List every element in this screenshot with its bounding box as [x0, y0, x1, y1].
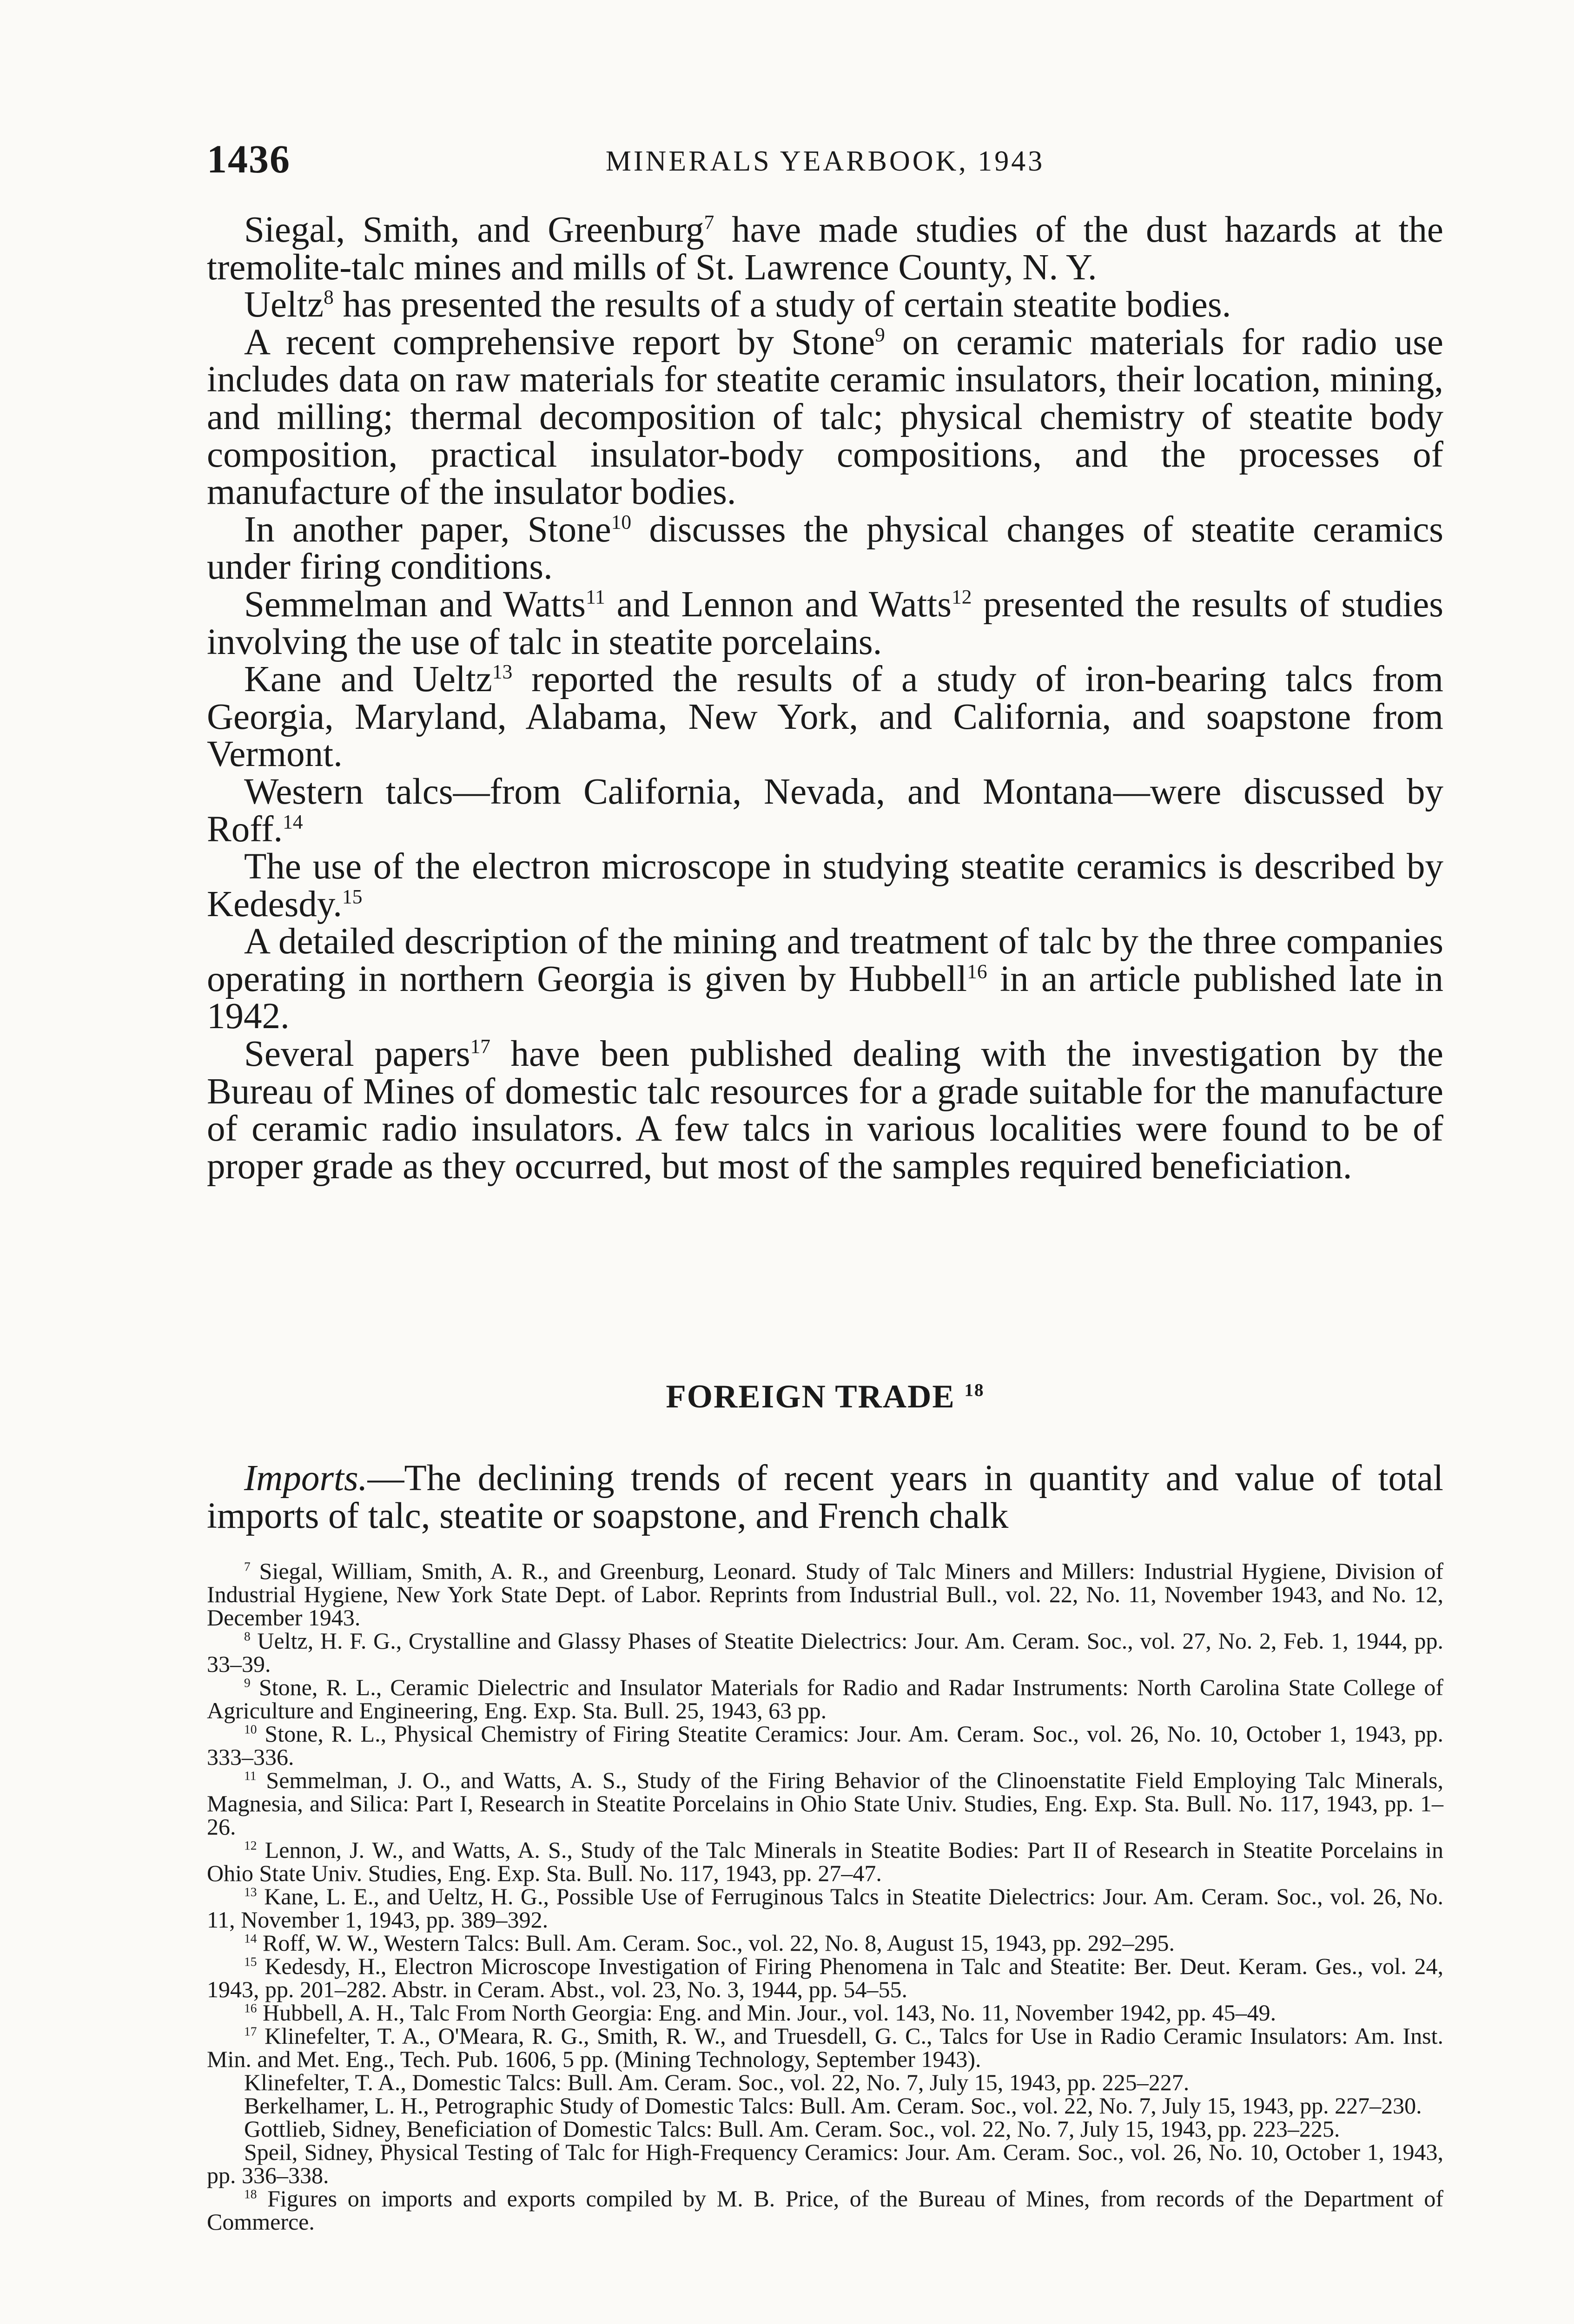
footnote-18: $^{18}$ Figures on imports and exports compiled by M. B. Price, of the Bureau of Mines, from records of the Department of Commerce.: [207, 2185, 1443, 2235]
footnote-14: $^{14}$ Roff, W. W., Western Talcs: Bull. Am. Ceram. Soc., vol. 22, No. 8, August 15, 1943, pp. 292–295.: [244, 1930, 1175, 1956]
paragraph-bureau-investigation: Several papers$^{17}$ have been published dealing with the investigation by the Bureau of Mines of domestic talc resources for a grade suitable for the manufacture of ceramic radio insulators. A few talcs in various localities were found to be of proper grade as they occurred, but most of the samples required beneficiation.: [207, 1034, 1443, 1187]
footnote-11: $^{11}$ Semmelman, J. O., and Watts, A. S., Study of the Firing Behavior of the Clinoenstatite Field Employing Talc Minerals, Magnesia, and Silica: Part I, Research in Steatite Porcelains in Ohio State Univ. Studies, Eng. Exp. Sta. Bull. No. 117, 1943, pp. 1–26.: [207, 1767, 1443, 1840]
paragraph-semmelman-lennon: Semmelman and Watts$^{11}$ and Lennon and Watts$^{12}$ presented the results of studies involving the use of talc in steatite porcelains.: [207, 584, 1444, 662]
footnote-7: $^7$ Siegal, William, Smith, A. R., and Greenburg, Leonard. Study of Talc Miners and Millers: Industrial Hygiene, Division of Industrial Hygiene, New York State Dept. of Labor. Reprints from Industrial Bull., vol. 22, No. 11, November 1943, and No. 12, December 1943.: [207, 1558, 1443, 1631]
footnote-ref: 10: [611, 511, 632, 534]
footnote-17: $^{17}$ Klinefelter, T. A., O'Meara, R. G., Smith, R. W., and Truesdell, G. C., Talcs for Use in Radio Ceramic Insulators: Am. Inst. Min. and Met. Eng., Tech. Pub. 1606, 5 pp. (Mining Technology, September 1943).: [207, 2023, 1443, 2072]
paragraph-georgia-mining: A detailed description of the mining and treatment of talc by the three companies operating in northern Georgia is given by Hubbell$^{16}$ in an article published late in 1942.: [207, 921, 1443, 1037]
footnote-15: $^{15}$ Kedesdy, H., Electron Microscope Investigation of Firing Phenomena in Talc and Steatite: Ber. Deut. Keram. Ges., vol. 24, 1943, pp. 201–282. Abstr. in Ceram. Abst., vol. 23, No. 3, 1944, pp. 54–55.: [207, 1953, 1443, 2002]
paragraph-ueltz-study: Ueltz$^8$ has presented the results of a study of certain steatite bodies.: [244, 284, 1231, 325]
footnote-ref: 18: [964, 1380, 985, 1400]
footnote-8: $^8$ Ueltz, H. F. G., Crystalline and Glassy Phases of Steatite Dielectrics: Jour. Am. Ceram. Soc., vol. 27, No. 2, Feb. 1, 1944, pp. 33–39.: [207, 1628, 1443, 1677]
footnote-ref: 14: [283, 811, 303, 833]
paragraph-dust-hazards: Siegal, Smith, and Greenburg$^7$ have made studies of the dust hazards at the tremolite-talc mines and mills of St. Lawrence County, N. Y.: [207, 210, 1443, 288]
paragraph-stone-paper: In another paper, Stone$^{10}$ discusses the physical changes of steatite ceramics under firing conditions.: [207, 509, 1443, 588]
running-title: MINERALS YEARBOOK, 1943: [605, 145, 1045, 177]
footnote-ref: 12: [951, 586, 972, 608]
footnote-13: $^{13}$ Kane, L. E., and Ueltz, H. G., Possible Use of Ferruginous Talcs in Steatite Dielectrics: Jour. Am. Ceram. Soc., vol. 26, No. 11, November 1, 1943, pp. 389–392.: [207, 1883, 1443, 1933]
section-heading-foreign-trade: FOREIGN TRADE $^{18}$: [666, 1379, 985, 1415]
imports-label: Imports.: [244, 1458, 368, 1499]
footnote-ref: 7: [704, 211, 714, 234]
paragraph-kane-ueltz: Kane and Ueltz$^{13}$ reported the results of a study of iron-bearing talcs from Georgia, Maryland, Alabama, New York, and California, and soapstone from Vermont.: [207, 659, 1443, 775]
footnote-ref: 13: [492, 660, 513, 683]
footnote-17-gottlieb: Gottlieb, Sidney, Beneficiation of Domestic Talcs: Bull. Am. Ceram. Soc., vol. 22, No. 7, July 15, 1943, pp. 223–225.: [244, 2116, 1340, 2142]
footnote-9: $^9$ Stone, R. L., Ceramic Dielectric and Insulator Materials for Radio and Radar Instruments: North Carolina State College of Agriculture and Engineering, Eng. Exp. Sta. Bull. 25, 1943, 63 pp.: [207, 1674, 1443, 1723]
footnote-17-speil: Speil, Sidney, Physical Testing of Talc for High-Frequency Ceramics: Jour. Am. Ceram. Soc., vol. 26, No. 10, October 1, 1943, pp. 336–338.: [207, 2139, 1443, 2188]
footnote-17-klinefelter: Klinefelter, T. A., Domestic Talcs: Bull. Am. Ceram. Soc., vol. 22, No. 7, July 15, 1943, pp. 225–227.: [244, 2069, 1190, 2095]
footnote-ref: 11: [586, 586, 605, 608]
paragraph-imports: Imports.—The declining trends of recent years in quantity and value of total imports of talc, steatite or soapstone, and French chalk: [207, 1458, 1443, 1536]
footnote-ref: 16: [967, 960, 987, 983]
footnote-16: $^{16}$ Hubbell, A. H., Talc From North Georgia: Eng. and Min. Jour., vol. 143, No. 11, November 1942, pp. 45–49.: [244, 2000, 1276, 2026]
footnotes: [207, 1559, 1443, 2233]
paragraph-stone-report: A recent comprehensive report by Stone$^9$ on ceramic materials for radio use includes data on raw materials for steatite ceramic insulators, their location, mining, and milling; thermal decomposition of talc; physical chemistry of steatite body composition, practical insulator-body compositions, and the processes of manufacture of the insulator bodies.: [207, 322, 1443, 513]
footnote-ref: 8: [324, 286, 334, 309]
footnote-12: $^{12}$ Lennon, J. W., and Watts, A. S., Study of the Talc Minerals in Steatite Bodies: Part II of Research in Steatite Porcelains in Ohio State Univ. Studies, Eng. Exp. Sta. Bull. No. 117, 1943, pp. 27–47.: [207, 1837, 1443, 1886]
footnote-ref: 17: [470, 1035, 490, 1058]
footnote-ref: 9: [875, 324, 885, 346]
footnote-ref: 15: [342, 885, 363, 908]
body-text: [207, 211, 1443, 1185]
footnote-10: $^{10}$ Stone, R. L., Physical Chemistry of Firing Steatite Ceramics: Jour. Am. Ceram. Soc., vol. 26, No. 10, October 1, 1943, pp. 333–336.: [207, 1721, 1443, 1770]
paragraph-electron-microscope: The use of the electron microscope in studying steatite ceramics is described by Kedesdy.$^{15}$: [207, 846, 1443, 924]
paragraph-western-talcs: Western talcs—from California, Nevada, and Montana—were discussed by Roff.$^{14}$: [207, 771, 1443, 850]
page-header: [207, 136, 1443, 187]
footnote-17-berkelhamer: Berkelhamer, L. H., Petrographic Study of Domestic Talcs: Bull. Am. Ceram. Soc., vol. 22, No. 7, July 15, 1943, pp. 227–230.: [244, 2093, 1422, 2119]
page-number: 1436: [207, 137, 291, 181]
